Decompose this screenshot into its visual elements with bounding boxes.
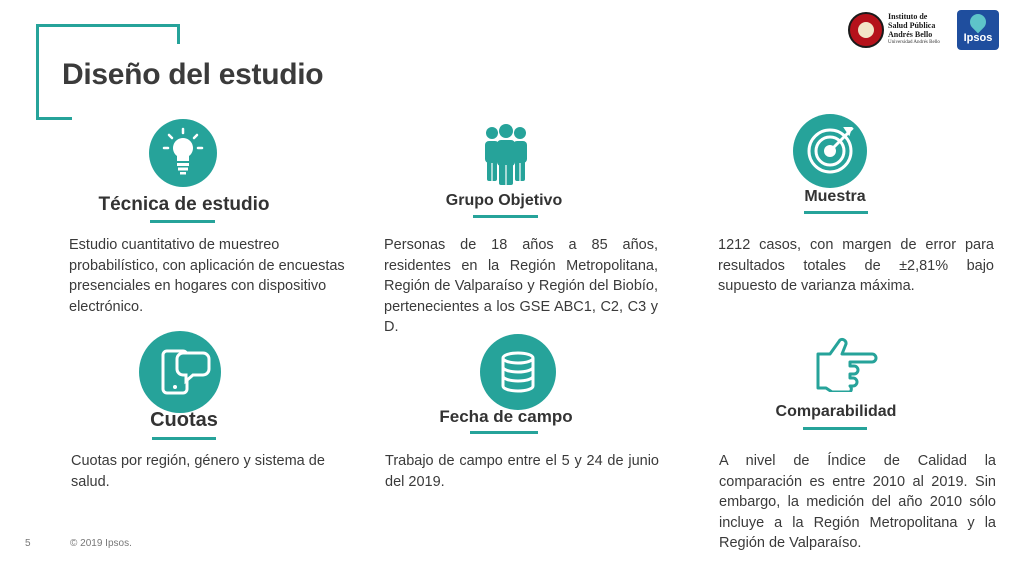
title-frame-bottom [36,117,72,120]
ipsos-drop-icon [967,11,990,34]
cuotas-heading: Cuotas [150,409,218,431]
cuotas-underline [152,437,216,440]
lightbulb-icon [149,119,217,187]
tecnica-heading: Técnica de estudio [98,194,270,215]
muestra-heading: Muestra [804,188,866,205]
grupo-heading: Grupo Objetivo [445,192,563,209]
tecnica-underline [150,220,215,223]
tecnica-body: Estudio cuantitativo de muestreo probabilístico, con aplicación de encuestas presenciales en hogares con dispositivo electrónico. [69,237,345,315]
fecha-underline [470,431,538,434]
comparabilidad-body: A nivel de Índice de Calidad la comparación es entre 2010 al 2019. Sin embargo, la medición del año 2010 sólo incluye a la Región Metropolitana y la Región de Valparaíso. [719,453,996,551]
people-group-icon [478,123,534,187]
cuotas-body: Cuotas por región, género y sistema de salud. [71,453,325,490]
fecha-body: Trabajo de campo entre el 5 y 24 de junio del 2019. [385,453,659,490]
ipsos-logo [957,10,999,50]
title-frame-top [36,24,180,27]
muestra-underline [804,211,868,214]
fecha-heading: Fecha de campo [439,407,573,426]
title-frame-left [36,24,39,120]
database-icon [480,334,556,410]
title-frame-right [177,24,180,44]
ipsos-logo-text: Ipsos [963,32,993,44]
comparabilidad-underline [803,427,867,430]
comparabilidad-heading: Comparabilidad [775,403,897,420]
page-title: Diseño del estudio [62,58,324,91]
target-icon [793,114,867,188]
institute-logo-text: Instituto de Salud Pública Andrés Bello Universidad Andrés Bello [888,12,940,45]
phone-chat-icon [139,331,221,413]
page-number: 5 [25,538,31,549]
grupo-underline [473,215,538,218]
pointing-hand-icon [812,336,878,392]
grupo-body: Personas de 18 años a 85 años, residentes en la Región Metropolitana, Región de Valparaíso y Región del Biobío, pertenecientes a los GSE ABC1, C2, C3 y D. [384,237,658,335]
copyright: © 2019 Ipsos. [70,538,132,549]
muestra-body: 1212 casos, con margen de error para resultados totales de ±2,81% bajo supuesto de varianza máxima. [718,237,994,294]
institute-seal-icon [848,12,884,48]
institute-logo [846,10,946,54]
